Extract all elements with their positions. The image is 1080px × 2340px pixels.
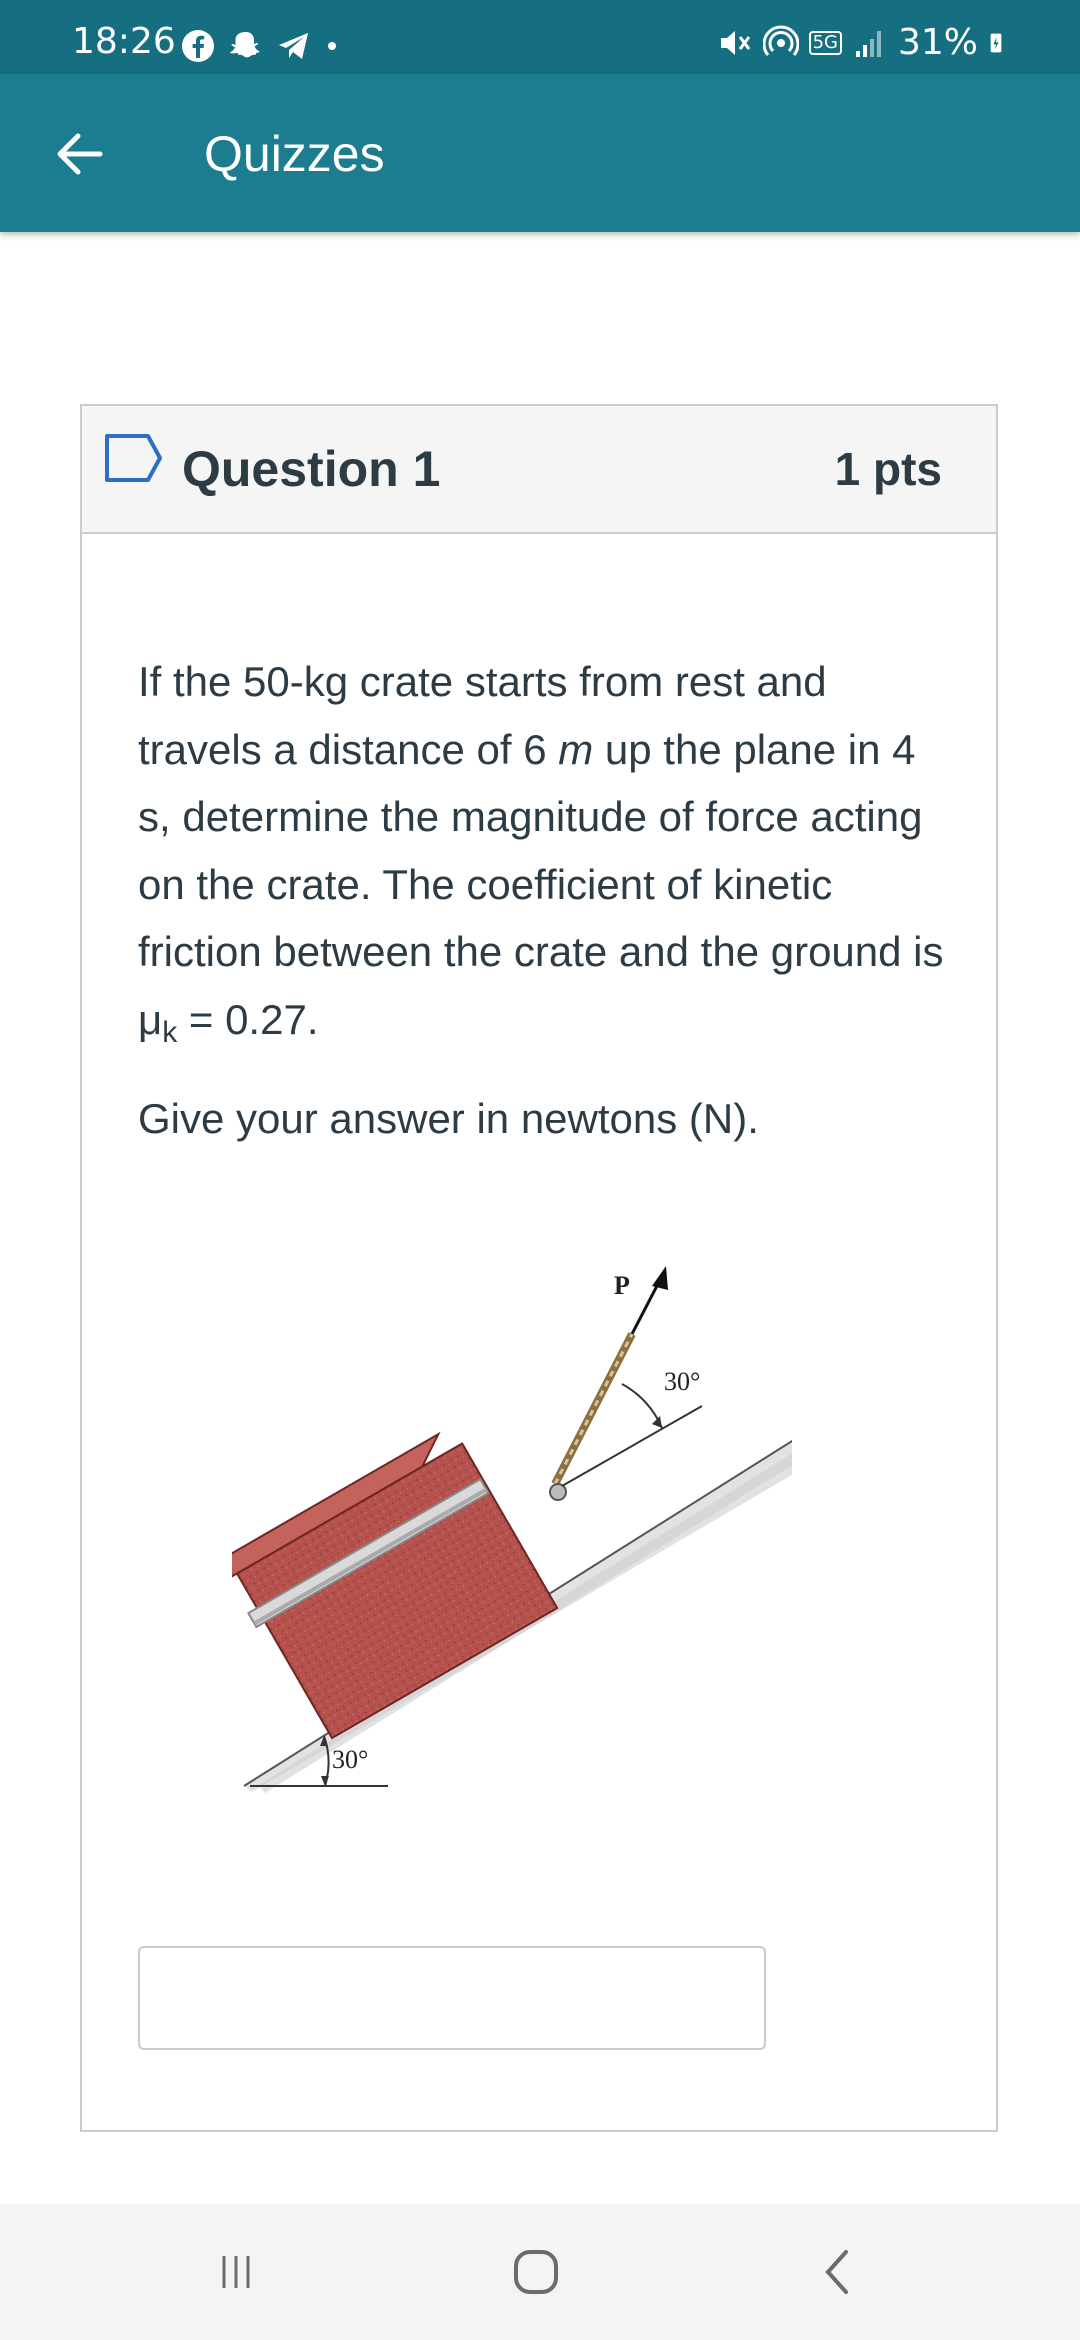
mute-icon (717, 25, 753, 61)
answer-input[interactable] (138, 1946, 766, 2050)
back-button[interactable] (40, 114, 120, 194)
battery-charging-icon (988, 25, 1012, 61)
system-navigation-bar (0, 2204, 1080, 2340)
force-label-p: P (614, 1271, 630, 1300)
arrow-left-icon (52, 126, 108, 182)
back-nav-button[interactable] (798, 2240, 878, 2304)
facebook-icon (180, 28, 216, 64)
home-button[interactable] (496, 2240, 576, 2304)
incline-crate-diagram (232, 1266, 792, 1806)
hotspot-icon (763, 25, 799, 61)
snapchat-icon (228, 28, 264, 64)
question-text (138, 648, 948, 1153)
recent-apps-icon (212, 2248, 260, 2296)
app-bar (0, 74, 1080, 232)
force-arrow (632, 1280, 660, 1334)
home-icon (508, 2244, 564, 2300)
recent-apps-button[interactable] (196, 2240, 276, 2304)
telegram-icon (276, 28, 312, 64)
incline-angle-label: 30° (332, 1745, 369, 1774)
question-points: 1 pts (834, 443, 942, 495)
flag-outline-icon[interactable] (104, 432, 164, 484)
answer-instruction: Give your answer in newtons (N). (138, 1095, 759, 1142)
page-title: Quizzes (204, 126, 385, 182)
dot-icon (324, 28, 348, 64)
back-icon (814, 2244, 862, 2300)
battery-percentage: 31% (897, 22, 978, 63)
rope-angle-label: 30° (664, 1367, 701, 1396)
question-header (82, 406, 996, 534)
question-card (80, 404, 998, 2132)
status-time: 18:26 (72, 21, 176, 62)
question-paragraph: If the 50-kg crate starts from rest and travels a distance of 6 m up the plane in 4 s, determine the magnitude of force acting on the crate. The coefficient of kinetic friction between the crate and the ground is $\mu_k = 0.27$. (138, 658, 944, 1049)
notification-icons (180, 28, 348, 64)
signal-icon (852, 25, 888, 61)
network-type: 5G (809, 31, 842, 55)
system-status (717, 22, 1012, 63)
question-title: Question 1 (182, 441, 441, 497)
status-bar (0, 0, 1080, 74)
